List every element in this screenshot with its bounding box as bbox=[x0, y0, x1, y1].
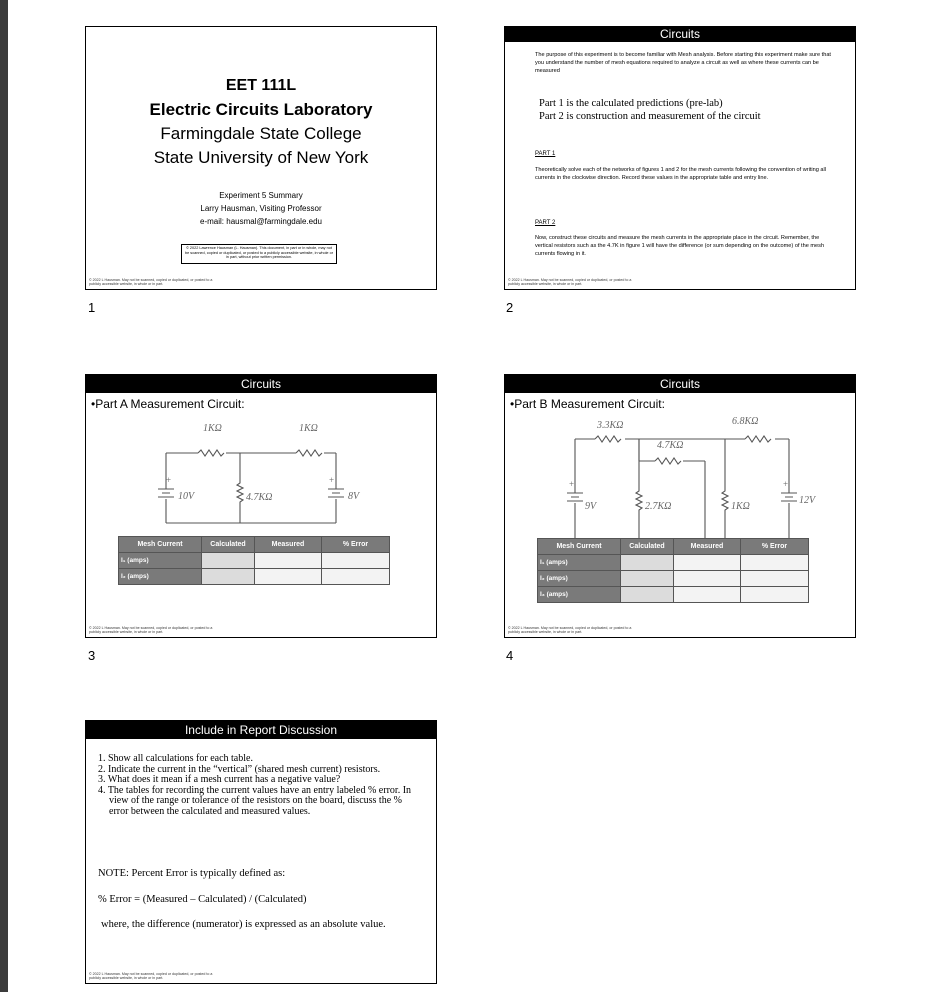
left-edge-bar bbox=[0, 0, 8, 992]
resistor-6k8 bbox=[745, 436, 771, 442]
cell-error[interactable] bbox=[741, 555, 809, 571]
circuit-diagram-a bbox=[86, 413, 437, 543]
cell-calculated[interactable] bbox=[621, 587, 674, 603]
r3-label: 4.7KΩ bbox=[246, 492, 273, 503]
mesh-table-a bbox=[118, 536, 390, 585]
cell-error[interactable] bbox=[741, 571, 809, 587]
slide-header: Circuits bbox=[505, 375, 855, 393]
course-title: Electric Circuits Laboratory bbox=[149, 100, 373, 119]
formula-line: % Error = (Measured – Calculated) / (Calculated) bbox=[98, 894, 307, 905]
header-calculated: Calculated bbox=[621, 539, 674, 555]
resistor-1 bbox=[198, 450, 224, 456]
part-b-bullet: •Part B Measurement Circuit: bbox=[510, 397, 665, 411]
row-label-i1: I₁ (amps) bbox=[119, 553, 202, 569]
university-name: State University of New York bbox=[153, 148, 369, 167]
intro-text: The purpose of this experiment is to become familiar with Mesh analysis. Before starting this experiment make sure that you understand the number of mesh equations required to analyze a circuit as well as where these currents can be measured bbox=[535, 52, 831, 74]
cell-error[interactable] bbox=[322, 553, 390, 569]
college-name: Farmingdale State College bbox=[160, 124, 362, 143]
slide-header: Circuits bbox=[86, 375, 436, 393]
cell-calculated[interactable] bbox=[202, 569, 255, 585]
footer-copyright: © 2022 L Hausman. May not be scanned, copied or duplicated, or posted to a publicly accessible website, in whole or in part. bbox=[89, 278, 213, 287]
header-mesh: Mesh Current bbox=[538, 539, 621, 555]
source-8v bbox=[328, 489, 344, 497]
header-measured: Measured bbox=[255, 537, 322, 553]
row-label-i1: I₁ (amps) bbox=[538, 555, 621, 571]
footer-copyright: © 2022 L Hausman. May not be scanned, copied or duplicated, or posted to a publicly accessible website, in whole or in part. bbox=[508, 278, 632, 287]
resistor-2k7 bbox=[636, 439, 642, 545]
slide-header: Circuits bbox=[505, 27, 855, 42]
slide-header: Include in Report Discussion bbox=[86, 721, 436, 739]
part1-label: PART 1 bbox=[535, 151, 556, 157]
footer-copyright: © 2022 L Hausman. May not be scanned, copied or duplicated, or posted to a publicly accessible website, in whole or in part. bbox=[508, 626, 632, 635]
r-1k-label: 1KΩ bbox=[731, 501, 750, 512]
copyright-box: © 2022 Lawrence Hausman (L. Hausman). This document, in part or in whole, may not be scanned, copied or duplicated, or posted to a publicly accessible website, in whole or in part, without prior written permission. bbox=[181, 244, 337, 264]
r-4k7-label: 4.7KΩ bbox=[657, 440, 684, 451]
r-3k3-label: 3.3KΩ bbox=[597, 420, 624, 431]
header-calculated: Calculated bbox=[202, 537, 255, 553]
cell-error[interactable] bbox=[741, 587, 809, 603]
part2-label: PART 2 bbox=[535, 220, 556, 226]
row-label-i2: I₂ (amps) bbox=[538, 571, 621, 587]
slide-number-4: 4 bbox=[506, 648, 514, 663]
slide-5[interactable] bbox=[85, 720, 437, 984]
r2-label: 1KΩ bbox=[299, 423, 318, 434]
slide-number-2: 2 bbox=[506, 300, 514, 315]
note-line: NOTE: Percent Error is typically defined as: bbox=[98, 868, 286, 879]
source-10v bbox=[158, 489, 174, 497]
slide-2[interactable] bbox=[504, 26, 856, 290]
resistor-3k3 bbox=[595, 436, 621, 442]
cell-measured[interactable] bbox=[674, 587, 741, 603]
source-9v bbox=[567, 493, 583, 501]
slide-number-1: 1 bbox=[88, 300, 96, 315]
author-line: Larry Hausman, Visiting Professor bbox=[200, 204, 322, 213]
header-error: % Error bbox=[322, 537, 390, 553]
slide-1[interactable] bbox=[85, 26, 437, 290]
footer-copyright: © 2022 L Hausman. May not be scanned, copied or duplicated, or posted to a publicly accessible website, in whole or in part. bbox=[89, 972, 213, 981]
experiment-summary: Experiment 5 Summary bbox=[219, 191, 303, 200]
header-error: % Error bbox=[741, 539, 809, 555]
svg-text:+: + bbox=[783, 479, 789, 489]
footer-copyright: © 2022 L Hausman. May not be scanned, copied or duplicated, or posted to a publicly accessible website, in whole or in part. bbox=[89, 626, 213, 635]
header-mesh: Mesh Current bbox=[119, 537, 202, 553]
cell-measured[interactable] bbox=[674, 555, 741, 571]
discussion-item-2: 2. Indicate the current in the “vertical” (shared mesh current) resistors. bbox=[98, 763, 381, 775]
svg-text:+: + bbox=[166, 475, 172, 485]
v-9v-label: 9V bbox=[585, 501, 597, 512]
row-label-i2: I₂ (amps) bbox=[119, 569, 202, 585]
row-label-i3: I₃ (amps) bbox=[538, 587, 621, 603]
slide-4[interactable] bbox=[504, 374, 856, 638]
email-line: e-mail: hausmal@farmingdale.edu bbox=[200, 217, 322, 226]
resistor-4k7 bbox=[655, 458, 681, 464]
mesh-table-b bbox=[537, 538, 809, 603]
circuit-diagram-b bbox=[505, 413, 856, 553]
resistor-2 bbox=[296, 450, 322, 456]
part-a-bullet: •Part A Measurement Circuit: bbox=[91, 397, 245, 411]
cell-calculated[interactable] bbox=[202, 553, 255, 569]
svg-text:+: + bbox=[329, 475, 335, 485]
v1-label: 10V bbox=[178, 491, 195, 502]
discussion-item-1: 1. Show all calculations for each table. bbox=[98, 753, 253, 764]
svg-text:+: + bbox=[569, 479, 575, 489]
slide-3[interactable] bbox=[85, 374, 437, 638]
resistor-3 bbox=[237, 453, 243, 523]
cell-measured[interactable] bbox=[255, 553, 322, 569]
discussion-item-4: 4. The tables for recording the current values have an entry labeled % error. In view of the range or tolerance of the resistors on the board, discuss the % error between the calculated and measured values. bbox=[98, 784, 412, 817]
cell-measured[interactable] bbox=[255, 569, 322, 585]
r-6k8-label: 6.8KΩ bbox=[732, 416, 759, 427]
header-measured: Measured bbox=[674, 539, 741, 555]
discussion-item-3: 3. What does it mean if a mesh current has a negative value? bbox=[98, 774, 341, 785]
v-12v-label: 12V bbox=[799, 495, 816, 506]
cell-calculated[interactable] bbox=[621, 555, 674, 571]
part2-line: Part 2 is construction and measurement of the circuit bbox=[539, 111, 761, 122]
course-code: EET 111L bbox=[225, 77, 297, 94]
slide-number-3: 3 bbox=[88, 648, 96, 663]
v2-label: 8V bbox=[348, 491, 360, 502]
where-line: where, the difference (numerator) is expressed as an absolute value. bbox=[101, 919, 386, 930]
part1-line: Part 1 is the calculated predictions (pre-lab) bbox=[539, 98, 723, 109]
source-12v bbox=[781, 493, 797, 501]
discussion-list bbox=[98, 754, 418, 817]
r1-label: 1KΩ bbox=[203, 423, 222, 434]
cell-calculated[interactable] bbox=[621, 571, 674, 587]
part2-text: Now, construct these circuits and measure the mesh currents in the appropriate place in the circuit. Remember, the vertical resistors such as the 4.7K in figure 1 will have the difference (or sum depending on the outcome) of the mesh currents flowing in it. bbox=[535, 235, 825, 257]
resistor-1k bbox=[722, 439, 728, 545]
cell-error[interactable] bbox=[322, 569, 390, 585]
cell-measured[interactable] bbox=[674, 571, 741, 587]
r-2k7-label: 2.7KΩ bbox=[645, 501, 672, 512]
part1-text: Theoretically solve each of the networks of figures 1 and 2 for the mesh currents following the convention of writing all currents in the clockwise direction. Record these values in the appropriate table and entry line. bbox=[535, 167, 827, 181]
